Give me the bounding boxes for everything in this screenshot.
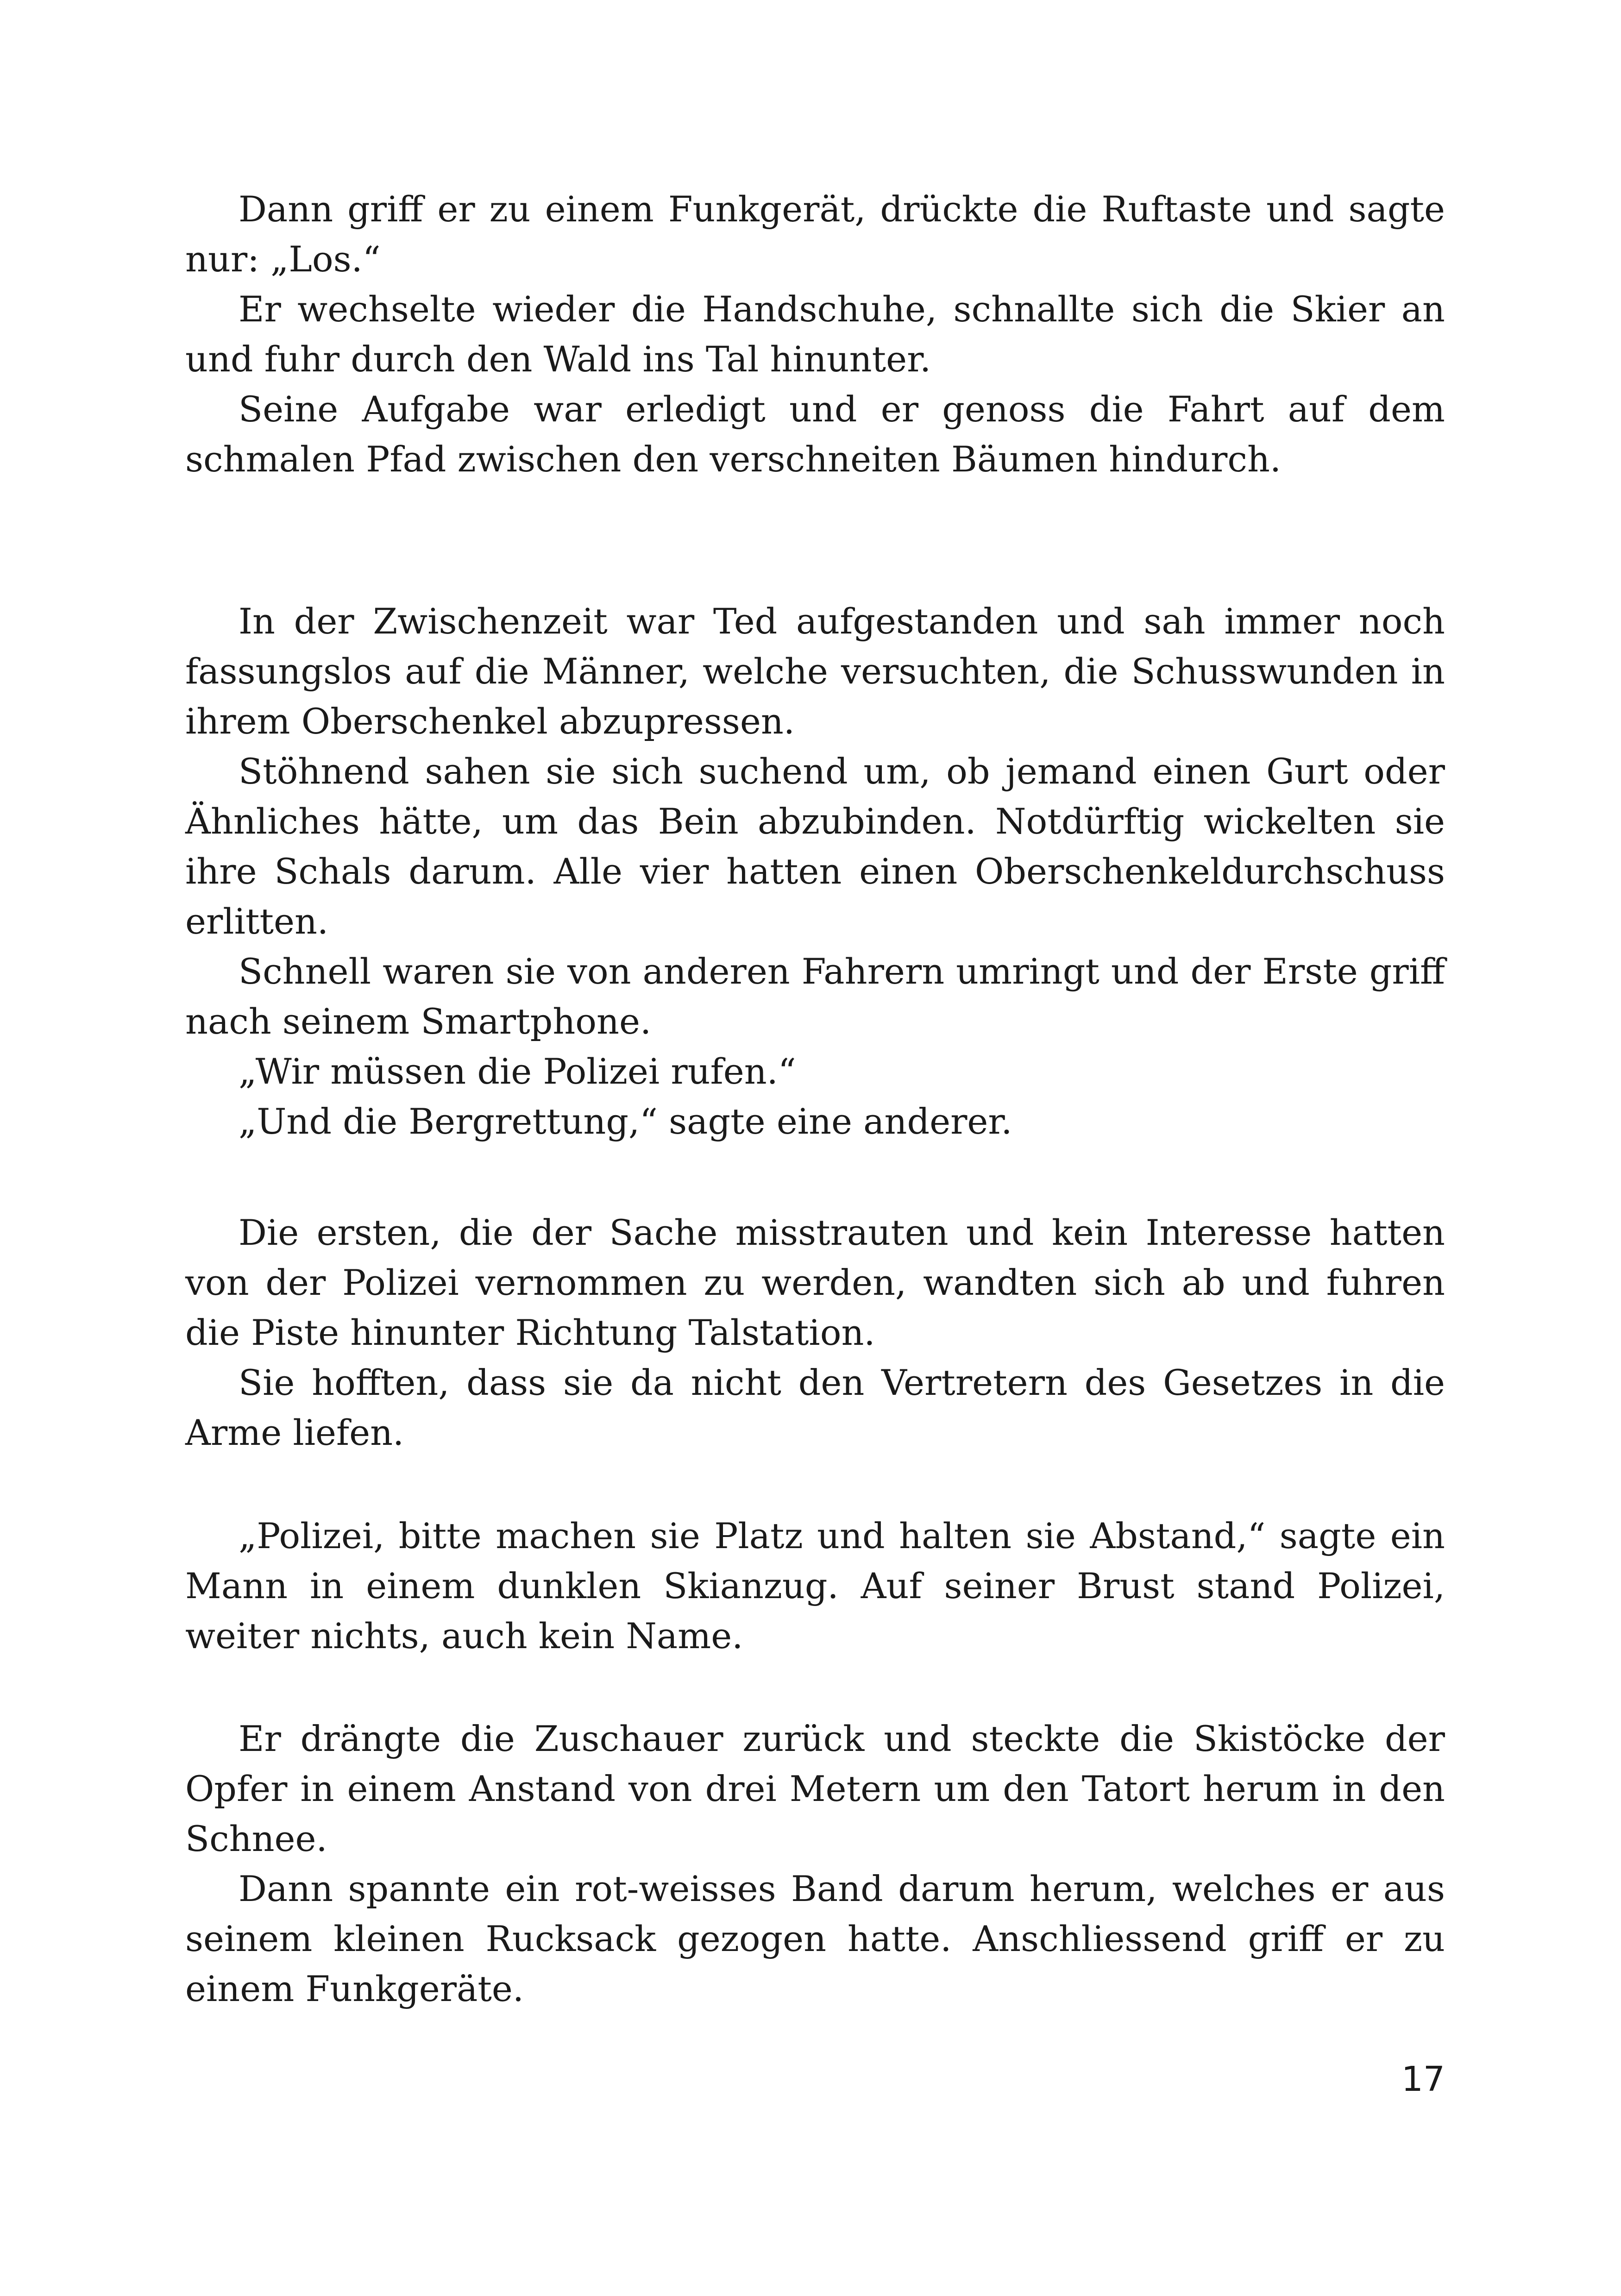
text-section-3 <box>185 1208 1445 1458</box>
text-section-1 <box>185 184 1445 484</box>
paragraph: „Wir müssen die Polizei rufen.“ <box>239 1051 796 1092</box>
paragraph: Die ersten, die der Sache misstrauten und kein Interesse hatten von der Polizei vernommen zu werden, wandten sich ab und fuhren die Piste hinunter Richtung Talstation. <box>185 1212 1445 1353</box>
text-section-2 <box>185 596 1445 1147</box>
paragraph: „Und die Bergrettung,“ sagte eine anderer. <box>239 1101 1012 1142</box>
paragraph: Sie hofften, dass sie da nicht den Vertretern des Gesetzes in die Arme liefen. <box>185 1362 1445 1453</box>
text-section-4 <box>185 1511 1445 1661</box>
paragraph: Er wechselte wieder die Handschuhe, schnallte sich die Skier an und fuhr durch den Wald ins Tal hinunter. <box>185 289 1445 380</box>
paragraph: „Polizei, bitte machen sie Platz und halten sie Abstand,“ sagte ein Mann in einem dunklen Skianzug. Auf seiner Brust stand Polizei, weiter nichts, auch kein Name. <box>185 1515 1445 1656</box>
page-number: 17 <box>1401 2059 1445 2099</box>
paragraph: In der Zwischenzeit war Ted aufgestanden und sah immer noch fassungslos auf die Männer, welche versuchten, die Schusswunden in ihrem Oberschenkel abzupressen. <box>185 601 1445 742</box>
paragraph: Dann spannte ein rot-weisses Band darum herum, welches er aus seinem kleinen Rucksack gezogen hatte. Anschliessend griff er zu einem Funkgeräte. <box>185 1868 1445 2009</box>
paragraph: Dann griff er zu einem Funkgerät, drückte die Ruftaste und sagte nur: „Los.“ <box>185 188 1445 280</box>
paragraph: Stöhnend sahen sie sich suchend um, ob jemand einen Gurt oder Ähnliches hätte, um das Bein abzubinden. Notdürftig wickelten sie ihre Schals darum. Alle vier hatten einen Oberschenkeldurchschuss erlitten. <box>185 751 1445 942</box>
paragraph: Schnell waren sie von anderen Fahrern umringt und der Erste griff nach seinem Smartphone. <box>185 951 1445 1042</box>
paragraph: Seine Aufgabe war erledigt und er genoss die Fahrt auf dem schmalen Pfad zwischen den verschneiten Bäumen hindurch. <box>185 389 1445 480</box>
text-section-5 <box>185 1714 1445 2014</box>
paragraph: Er drängte die Zuschauer zurück und steckte die Skistöcke der Opfer in einem Anstand von drei Metern um den Tatort herum in den Schnee. <box>185 1718 1445 1859</box>
